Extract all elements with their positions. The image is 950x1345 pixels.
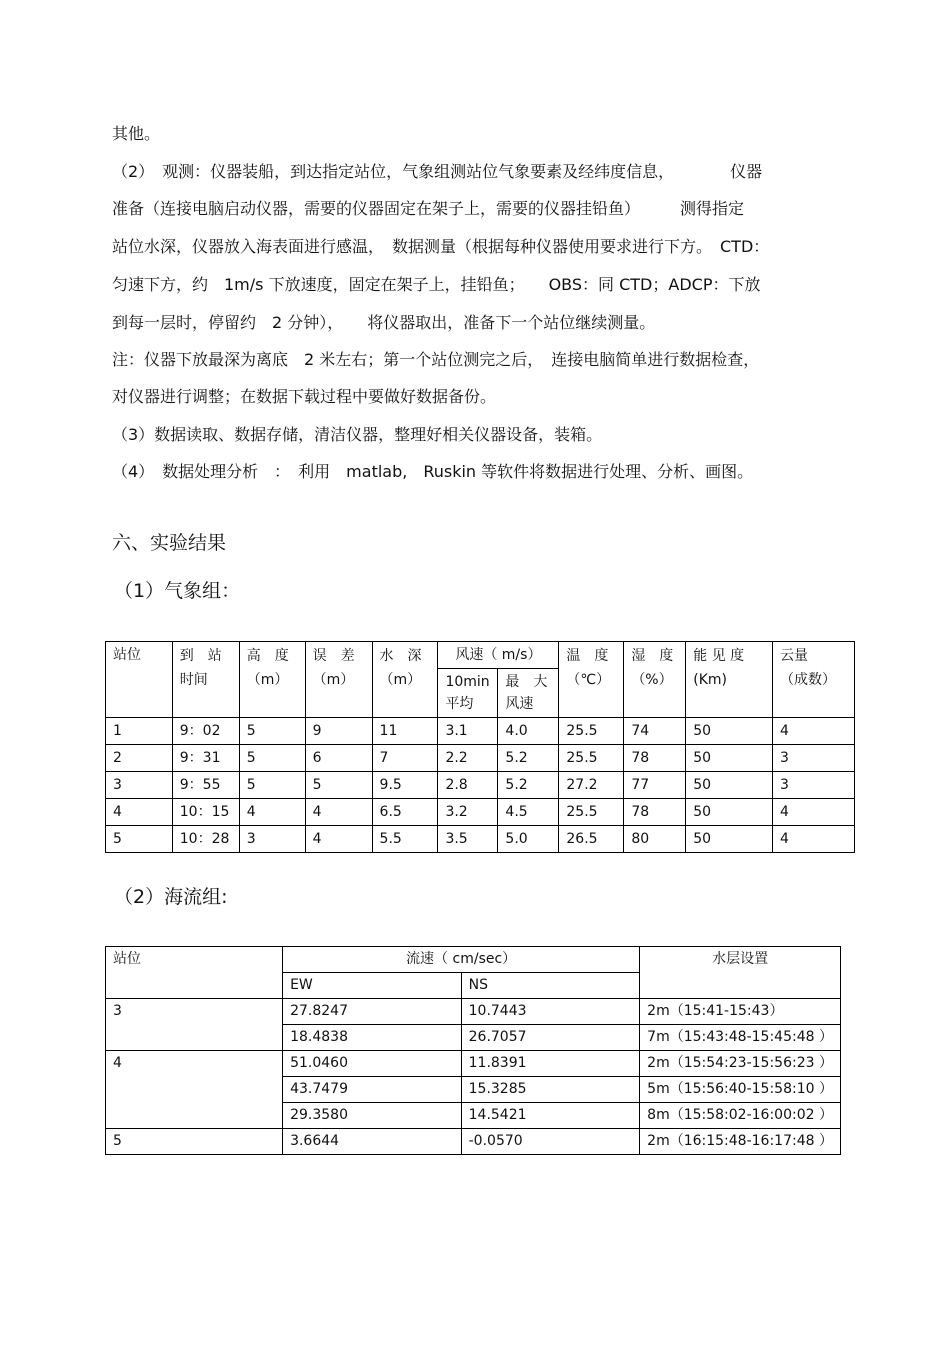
cell-water-layer: 7m（15:43:48-15:45:48 ） [640, 1025, 841, 1051]
header-ew: EW [283, 973, 462, 999]
cell-humidity: 77 [624, 772, 686, 799]
cell-wind-max: 5.0 [498, 826, 559, 853]
cell-wind-max: 4.5 [498, 799, 559, 826]
paragraph-line: 其他。 [112, 124, 161, 143]
meteorology-table-body [106, 718, 855, 853]
cell-water-depth: 7 [372, 745, 438, 772]
cell-ns: 14.5421 [461, 1103, 640, 1129]
cell-wind-avg: 2.2 [438, 745, 498, 772]
header-current-speed: 流速（ cm/sec） [283, 947, 640, 973]
cell-height: 5 [239, 745, 305, 772]
paragraph-line: 站位水深，仪器放入海表面进行感温， 数据测量（根据每种仪器使用要求进行下方。 CTD： [112, 237, 770, 256]
header-station: 站位 [106, 947, 283, 999]
cell-water-depth: 6.5 [372, 799, 438, 826]
cell-station: 3 [106, 999, 283, 1051]
table-header-row [106, 947, 841, 973]
cell-ew: 29.3580 [283, 1103, 462, 1129]
paragraph-line: （2） 观测：仪器装船，到达指定站位，气象组测站位气象要素及经纬度信息， 仪器 [112, 162, 763, 181]
cell-height: 4 [239, 799, 305, 826]
cell-station: 1 [106, 718, 173, 745]
table-row [106, 826, 855, 853]
table-row [106, 1129, 841, 1155]
cell-water-layer: 2m（16:15:48-16:17:48 ） [640, 1129, 841, 1155]
subsection-title-currents: （2）海流组: [114, 886, 228, 908]
header-temperature: 温 度 （℃） [559, 642, 624, 718]
table-row [106, 772, 855, 799]
cell-wind-avg: 3.5 [438, 826, 498, 853]
cell-water-layer: 8m（15:58:02-16:00:02 ） [640, 1103, 841, 1129]
subsection-title-meteorology: （1）气象组： [114, 580, 241, 602]
cell-visibility: 50 [686, 799, 773, 826]
note-line: 对仪器进行调整；在数据下载过程中要做好数据备份。 [112, 387, 497, 406]
cell-error: 6 [305, 745, 372, 772]
header-wind-avg: 10min 平均 [438, 669, 498, 718]
cell-water-depth: 9.5 [372, 772, 438, 799]
cell-station: 3 [106, 772, 173, 799]
cell-arrival-time: 9：31 [172, 745, 239, 772]
cell-station: 5 [106, 1129, 283, 1155]
header-error: 误 差 （m） [305, 642, 372, 718]
header-water-depth: 水 深 （m） [372, 642, 438, 718]
header-ns: NS [461, 973, 640, 999]
paragraph-line: （3）数据读取、数据存储，清洁仪器，整理好相关仪器设备，装箱。 [112, 425, 603, 444]
cell-wind-avg: 3.1 [438, 718, 498, 745]
header-visibility: 能 见 度 (Km) [686, 642, 773, 718]
paragraph-line: （4） 数据处理分析 ： 利用 matlab, Ruskin 等软件将数据进行处理、分析、画图。 [112, 462, 754, 481]
note-line: 注：仪器下放最深为离底 2 米左右；第一个站位测完之后， 连接电脑简单进行数据检查， [112, 350, 760, 369]
section-title: 六、实验结果 [112, 532, 227, 554]
cell-arrival-time: 9：02 [172, 718, 239, 745]
table-row [106, 799, 855, 826]
cell-cloud-cover: 4 [773, 799, 855, 826]
cell-ns: 10.7443 [461, 999, 640, 1025]
cell-wind-max: 4.0 [498, 718, 559, 745]
cell-water-layer: 2m（15:41-15:43） [640, 999, 841, 1025]
header-wind-speed: 风速（ m/s） [438, 642, 559, 669]
header-wind-max: 最 大 风速 [498, 669, 559, 718]
header-height: 高 度 （m） [239, 642, 305, 718]
cell-humidity: 78 [624, 799, 686, 826]
cell-arrival-time: 10：15 [172, 799, 239, 826]
cell-wind-avg: 2.8 [438, 772, 498, 799]
cell-station: 5 [106, 826, 173, 853]
table-row [106, 1051, 841, 1077]
cell-humidity: 74 [624, 718, 686, 745]
cell-temperature: 25.5 [559, 745, 624, 772]
cell-station: 4 [106, 799, 173, 826]
cell-cloud-cover: 4 [773, 718, 855, 745]
cell-arrival-time: 10：28 [172, 826, 239, 853]
cell-error: 4 [305, 826, 372, 853]
current-table [105, 946, 841, 1155]
cell-error: 5 [305, 772, 372, 799]
cell-station: 2 [106, 745, 173, 772]
header-arrival-time: 到 站 时间 [172, 642, 239, 718]
cell-height: 5 [239, 772, 305, 799]
cell-arrival-time: 9：55 [172, 772, 239, 799]
table-row [106, 745, 855, 772]
header-cloud-cover: 云量 （成数） [773, 642, 855, 718]
cell-ns: 11.8391 [461, 1051, 640, 1077]
cell-wind-max: 5.2 [498, 745, 559, 772]
table-row [106, 999, 841, 1025]
current-table-body [106, 999, 841, 1155]
cell-ew: 18.4838 [283, 1025, 462, 1051]
table-row [106, 718, 855, 745]
paragraph-line: 准备（连接电脑启动仪器，需要的仪器固定在架子上，需要的仪器挂铅鱼） 测得指定 [112, 199, 745, 218]
cell-temperature: 27.2 [559, 772, 624, 799]
cell-error: 4 [305, 799, 372, 826]
table-header-row [106, 642, 855, 669]
cell-error: 9 [305, 718, 372, 745]
cell-wind-avg: 3.2 [438, 799, 498, 826]
cell-ew: 27.8247 [283, 999, 462, 1025]
meteorology-table [105, 641, 855, 853]
paragraph-line: 到每一层时，停留约 2 分钟）， 将仪器取出，准备下一个站位继续测量。 [112, 313, 656, 332]
cell-temperature: 25.5 [559, 799, 624, 826]
cell-water-depth: 5.5 [372, 826, 438, 853]
cell-humidity: 78 [624, 745, 686, 772]
cell-cloud-cover: 3 [773, 745, 855, 772]
cell-visibility: 50 [686, 718, 773, 745]
cell-visibility: 50 [686, 826, 773, 853]
cell-ew: 3.6644 [283, 1129, 462, 1155]
cell-height: 3 [239, 826, 305, 853]
cell-humidity: 80 [624, 826, 686, 853]
cell-station: 4 [106, 1051, 283, 1129]
cell-ew: 51.0460 [283, 1051, 462, 1077]
cell-ns: -0.0570 [461, 1129, 640, 1155]
cell-visibility: 50 [686, 745, 773, 772]
cell-water-layer: 2m（15:54:23-15:56:23 ） [640, 1051, 841, 1077]
cell-water-depth: 11 [372, 718, 438, 745]
cell-cloud-cover: 3 [773, 772, 855, 799]
cell-visibility: 50 [686, 772, 773, 799]
cell-temperature: 25.5 [559, 718, 624, 745]
header-station: 站位 [106, 642, 173, 718]
cell-wind-max: 5.2 [498, 772, 559, 799]
cell-ns: 15.3285 [461, 1077, 640, 1103]
paragraph-line: 匀速下方，约 1m/s 下放速度，固定在架子上，挂铅鱼； OBS：同 CTD；ADCP：下放 [112, 275, 761, 294]
cell-ew: 43.7479 [283, 1077, 462, 1103]
cell-cloud-cover: 4 [773, 826, 855, 853]
cell-ns: 26.7057 [461, 1025, 640, 1051]
header-water-layer: 水层设置 [640, 947, 841, 999]
cell-water-layer: 5m（15:56:40-15:58:10 ） [640, 1077, 841, 1103]
cell-height: 5 [239, 718, 305, 745]
header-humidity: 湿 度 （%） [624, 642, 686, 718]
cell-temperature: 26.5 [559, 826, 624, 853]
